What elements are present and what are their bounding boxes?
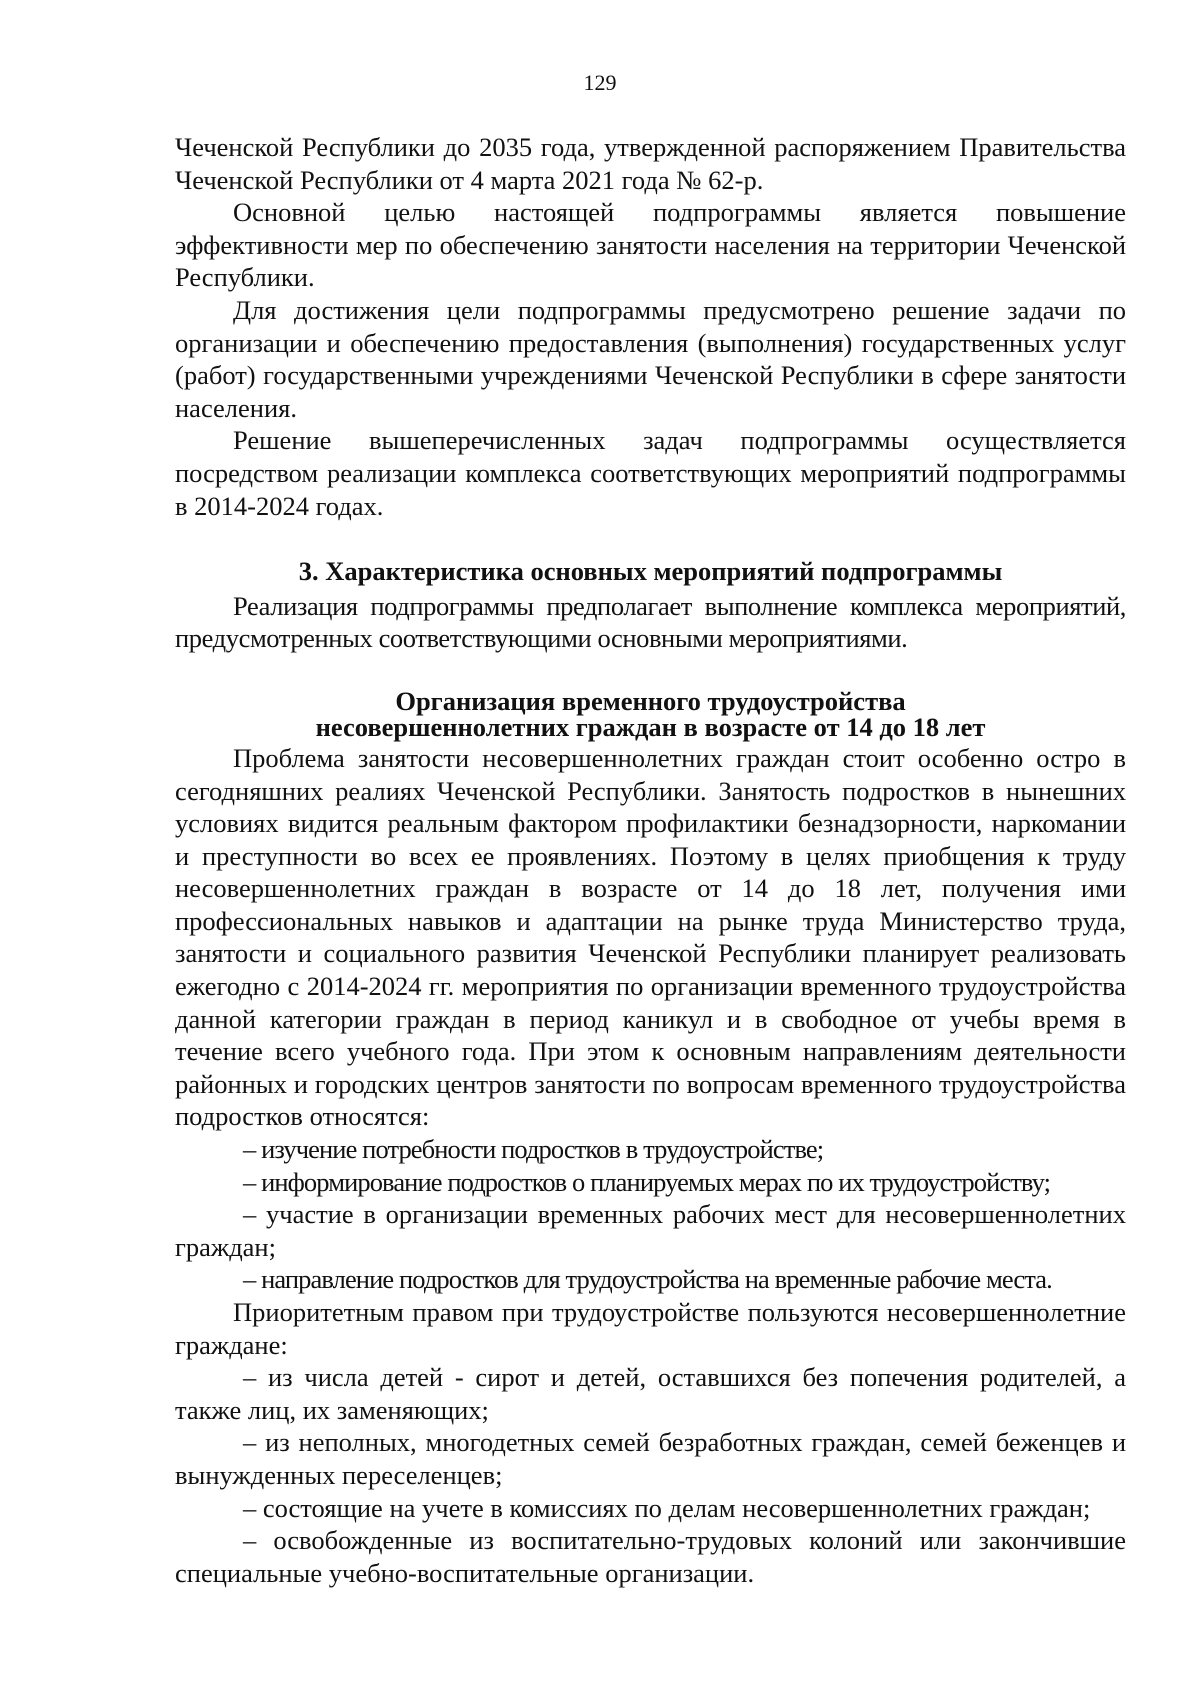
priority-item: – из числа детей - сирот и детей, оставшихся без попечения родителей, а также лиц, их заменяющих; [175,1362,1126,1425]
intro-paragraph-2: Основной целью настоящей подпрограммы является повышение эффективности мер по обеспечению занятости населения на территории Чеченской Республики. [175,197,1126,293]
document-body [175,131,1126,1589]
direction-item: – изучение потребности подростков в трудоустройстве; [243,1134,824,1165]
priority-item: – освобожденные из воспитательно-трудовых колоний или закончившие специальные учебно-воспитательные организации. [175,1525,1126,1588]
intro-paragraph-4: Решение вышеперечисленных задач подпрограммы осуществляется посредством реализации комплекса соответствующих мероприятий подпрограммы в 2014-2024 годах. [175,425,1126,521]
direction-item: – направление подростков для трудоустройства на временные рабочие места. [243,1264,1052,1295]
main-paragraph: Проблема занятости несовершеннолетних граждан стоит особенно остро в сегодняшних реалиях Чеченской Республики. Занятость подростков в нынешних условиях видится реальным фактором профилактики безнадзорности, наркомании и преступности во всех ее проявлениях. Поэтому в целях приобщения к труду несовершеннолетних граждан в возрасте от 14 до 18 лет, получения ими профессиональных навыков и адаптации на рынке труда Министерство труда, занятости и социального развития Чеченской Республики планирует реализовать ежегодно с 2014-2024 гг. мероприятия по организации временного трудоустройства данной категории граждан в период каникул и в свободное от учебы время в течение всего учебного года. При этом к основным направлениям деятельности районных и городских центров занятости по вопросам временного трудоустройства подростков относятся: [175,742,1126,1132]
page-number: 129 [583,70,617,95]
intro-paragraph-3: Для достижения цели подпрограммы предусмотрено решение задачи по организации и обеспечению предоставления (выполнения) государственных услуг (работ) государственными учреждениями Чеченской Республики в сфере занятости населения. [175,294,1126,423]
subheading-line-1: Организация временного трудоустройства [395,685,906,716]
priority-paragraph: Приоритетным правом при трудоустройстве пользуются несовершеннолетние граждане: [175,1297,1126,1360]
intro-paragraph-1: Чеченской Республики до 2035 года, утвержденной распоряжением Правительства Чеченской Республики от 4 марта 2021 года № 62-р. [175,132,1126,195]
direction-item: – информирование подростков о планируемых мерах по их трудоустройству; [243,1166,1051,1197]
priority-item: – из неполных, многодетных семей безработных граждан, семей беженцев и вынужденных переселенцев; [175,1427,1126,1490]
direction-item: – участие в организации временных рабочих мест для несовершеннолетних граждан; [175,1199,1126,1262]
section-heading: 3. Характеристика основных мероприятий подпрограммы [298,556,1003,587]
subheading [175,685,1126,742]
section-paragraph: Реализация подпрограммы предполагает выполнение комплекса мероприятий, предусмотренных соответствующими основными мероприятиями. [175,590,1126,654]
subheading-line-2: несовершеннолетних граждан в возрасте от 14 до 18 лет [315,711,986,742]
priority-item: – состоящие на учете в комиссиях по делам несовершеннолетних граждан; [243,1492,1091,1523]
